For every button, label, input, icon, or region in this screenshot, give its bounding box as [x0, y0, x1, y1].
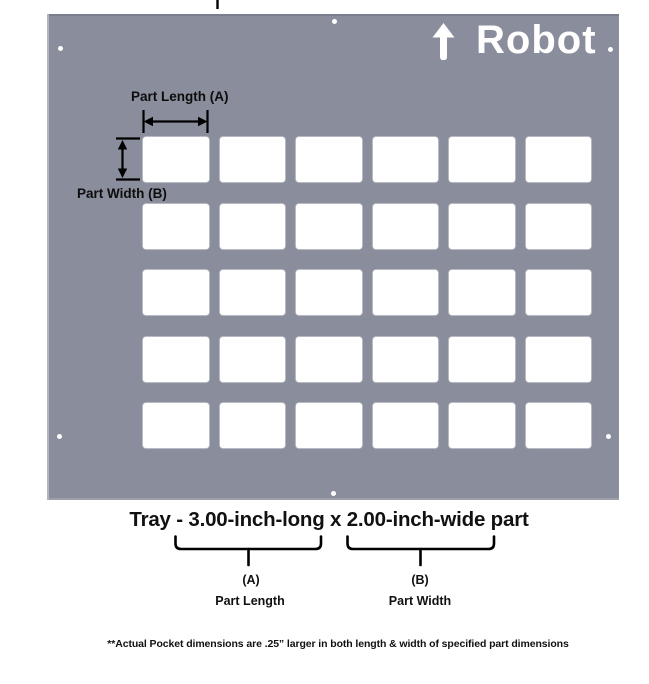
pocket: [373, 403, 439, 448]
pocket: [526, 204, 592, 249]
logo-text: Robot: [476, 18, 597, 62]
tray-caption: Tray - 3.00-inch-long x 2.00-inch-wide part: [129, 508, 529, 531]
pocket: [373, 137, 439, 182]
pocket: [220, 403, 286, 448]
pocket: [373, 204, 439, 249]
pocket: [296, 137, 362, 182]
pocket: [296, 270, 362, 315]
pocket: [143, 337, 209, 382]
pocket: [220, 204, 286, 249]
pocket: [143, 204, 209, 249]
pocket: [296, 337, 362, 382]
mounting-hole: [332, 19, 337, 24]
length-ref-label: Part Length: [215, 594, 285, 608]
pocket: [526, 403, 592, 448]
pocket: [449, 270, 515, 315]
pocket: [526, 337, 592, 382]
pocket: [143, 403, 209, 448]
mounting-hole: [57, 434, 62, 439]
mounting-hole: [331, 491, 336, 496]
pocket: [220, 270, 286, 315]
pocket: [449, 337, 515, 382]
part-width-label: Part Width (B): [77, 186, 167, 201]
mounting-hole: [608, 47, 613, 52]
pocket: [373, 337, 439, 382]
pocket: [449, 204, 515, 249]
pocket: [296, 204, 362, 249]
pocket: [220, 337, 286, 382]
pocket-grid: [143, 137, 591, 448]
width-underbrace: [348, 537, 495, 566]
pocket: [296, 403, 362, 448]
pocket: [449, 137, 515, 182]
length-ref-symbol: (A): [242, 573, 260, 587]
pocket: [373, 270, 439, 315]
pocket: [526, 270, 592, 315]
pocket-dimensions-footnote: **Actual Pocket dimensions are .25” larger in both length & width of specified part dimensions: [107, 638, 569, 650]
width-ref-symbol: (B): [411, 573, 429, 587]
part-length-label: Part Length (A): [131, 89, 229, 104]
pocket: [220, 137, 286, 182]
pocket: [526, 137, 592, 182]
pocket: [449, 403, 515, 448]
pocket: [143, 137, 209, 182]
mounting-hole: [606, 434, 611, 439]
width-ref-label: Part Width: [388, 594, 452, 608]
pocket: [143, 270, 209, 315]
up-arrow-icon: [430, 22, 457, 60]
mounting-hole: [58, 46, 63, 51]
length-underbrace: [176, 537, 322, 566]
